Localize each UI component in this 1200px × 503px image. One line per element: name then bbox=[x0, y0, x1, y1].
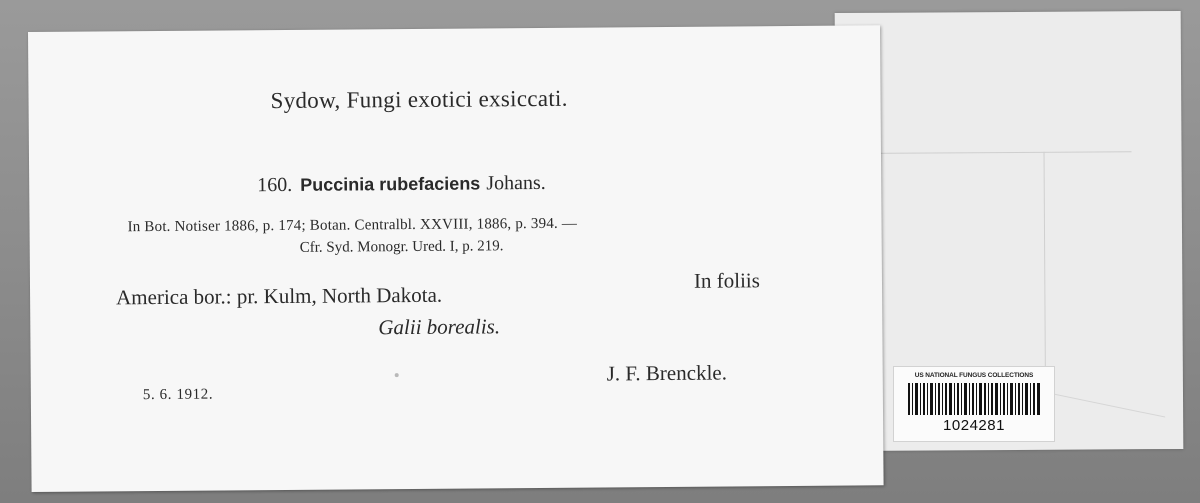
locality: America bor.: pr. Kulm, North Dakota. bbox=[115, 282, 443, 310]
collector: J. F. Brenckle. bbox=[606, 360, 728, 386]
collection-date: 5. 6. 1912. bbox=[142, 386, 214, 404]
series-title: Sydow, Fungi exotici exsiccati. bbox=[270, 85, 568, 114]
species-line bbox=[257, 172, 546, 197]
barcode-number: 1024281 bbox=[943, 417, 1005, 434]
barcode-organization: US NATIONAL FUNGUS COLLECTIONS bbox=[914, 372, 1034, 379]
reference-line-1: In Bot. Notiser 1886, p. 174; Botan. Centralbl. XXVIII, 1886, p. 394. — bbox=[127, 215, 578, 236]
species-name: Puccinia rubefaciens bbox=[300, 173, 481, 195]
barcode-bars bbox=[908, 383, 1040, 415]
species-number: 160. bbox=[257, 173, 293, 197]
paper-speck bbox=[395, 373, 399, 377]
species-author: Johans. bbox=[486, 171, 546, 195]
exsiccata-label bbox=[28, 25, 884, 492]
packet-flap bbox=[1045, 392, 1165, 464]
host-name: Galii borealis. bbox=[378, 314, 501, 340]
packet-fold-horizontal bbox=[852, 151, 1132, 154]
barcode-sticker bbox=[893, 366, 1055, 442]
host-prefix: In foliis bbox=[693, 268, 760, 293]
reference-line-2: Cfr. Syd. Monogr. Ured. I, p. 219. bbox=[299, 238, 504, 256]
